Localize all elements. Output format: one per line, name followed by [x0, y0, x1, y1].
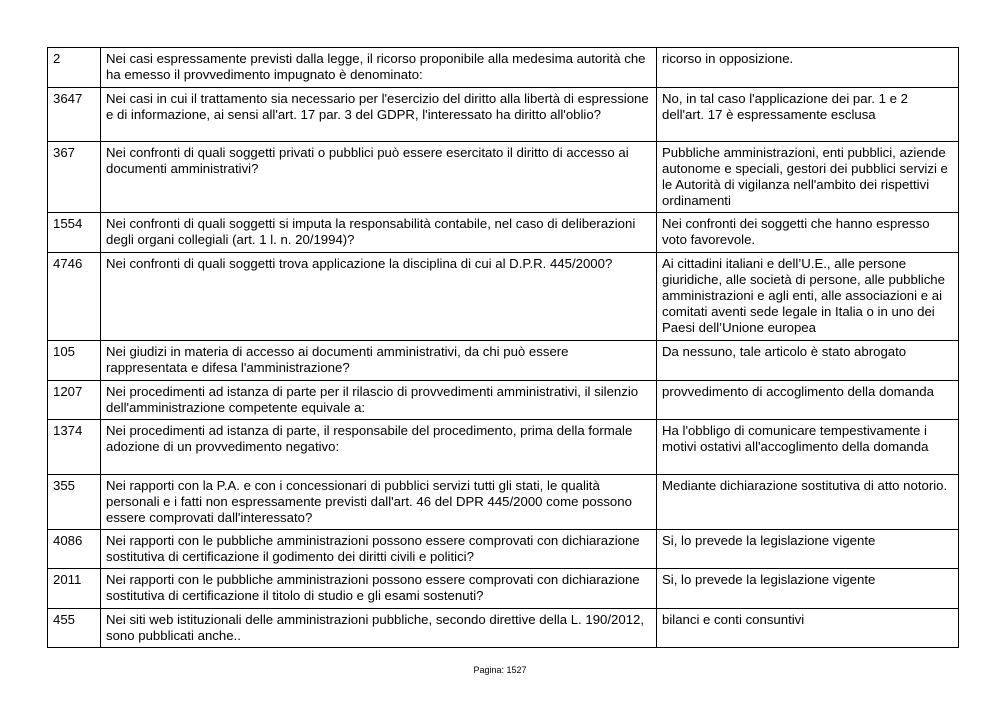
row-question: Nei giudizi in materia di accesso ai documenti amministrativi, da chi può essere rappresentata e difesa l'amministrazione? [101, 341, 657, 381]
row-question: Nei casi in cui il trattamento sia necessario per l'esercizio del diritto alla libertà di espressione e di informazione, ai sensi all'art. 17 par. 3 del GDPR, l'interessato ha diritto all'oblio? [101, 88, 657, 142]
table-row [48, 341, 959, 381]
row-id: 455 [48, 609, 101, 648]
table-row [48, 381, 959, 420]
row-id: 4746 [48, 253, 101, 341]
row-id: 1554 [48, 213, 101, 253]
row-id: 1207 [48, 381, 101, 420]
row-answer: Ha l'obbligo di comunicare tempestivamente i motivi ostativi all'accoglimento della domanda [657, 420, 959, 475]
row-id: 3647 [48, 88, 101, 142]
table-row [48, 88, 959, 142]
row-answer: Da nessuno, tale articolo è stato abrogato [657, 341, 959, 381]
table-row [48, 569, 959, 609]
row-id: 355 [48, 475, 101, 530]
table-row [48, 530, 959, 569]
row-question: Nei confronti di quali soggetti trova applicazione la disciplina di cui al D.P.R. 445/2000? [101, 253, 657, 341]
row-answer: bilanci e conti consuntivi [657, 609, 959, 648]
row-question: Nei casi espressamente previsti dalla legge, il ricorso proponibile alla medesima autorità che ha emesso il provvedimento impugnato è denominato: [101, 48, 657, 88]
row-question: Nei rapporti con le pubbliche amministrazioni possono essere comprovati con dichiarazione sostitutiva di certificazione il titolo di studio e gli esami sostenuti? [101, 569, 657, 609]
table-row [48, 475, 959, 530]
questions-table [47, 47, 959, 648]
row-id: 367 [48, 142, 101, 213]
table-row [48, 142, 959, 213]
row-question: Nei rapporti con le pubbliche amministrazioni possono essere comprovati con dichiarazione sostitutiva di certificazione il godimento dei diritti civili e politici? [101, 530, 657, 569]
row-answer: Pubbliche amministrazioni, enti pubblici, aziende autonome e speciali, gestori dei pubblici servizi e le Autorità di vigilanza nell'ambito dei rispettivi ordinamenti [657, 142, 959, 213]
row-id: 2 [48, 48, 101, 88]
row-id: 4086 [48, 530, 101, 569]
row-answer: Si, lo prevede la legislazione vigente [657, 530, 959, 569]
row-answer: provvedimento di accoglimento della domanda [657, 381, 959, 420]
row-answer: No, in tal caso l'applicazione dei par. 1 e 2 dell'art. 17 è espressamente esclusa [657, 88, 959, 142]
page-number: Pagina: 1527 [473, 665, 527, 675]
row-question: Nei confronti di quali soggetti si imputa la responsabilità contabile, nel caso di deliberazioni degli organi collegiali (art. 1 l. n. 20/1994)? [101, 213, 657, 253]
row-question: Nei siti web istituzionali delle amministrazioni pubbliche, secondo direttive della L. 190/2012, sono pubblicati anche.. [101, 609, 657, 648]
row-id: 1374 [48, 420, 101, 475]
table-row [48, 48, 959, 88]
row-answer: Nei confronti dei soggetti che hanno espresso voto favorevole. [657, 213, 959, 253]
row-id: 2011 [48, 569, 101, 609]
row-question: Nei rapporti con la P.A. e con i concessionari di pubblici servizi tutti gli stati, le qualità personali e i fatti non espressamente previsti dall'art. 46 del DPR 445/2000 come possono essere comprovati dall'interessato? [101, 475, 657, 530]
row-question: Nei procedimenti ad istanza di parte, il responsabile del procedimento, prima della formale adozione di un provvedimento negativo: [101, 420, 657, 475]
row-question: Nei confronti di quali soggetti privati o pubblici può essere esercitato il diritto di accesso ai documenti amministrativi? [101, 142, 657, 213]
table-row [48, 609, 959, 648]
row-answer: Ai cittadini italiani e dell’U.E., alle persone giuridiche, alle società di persone, alle pubbliche amministrazioni e agli enti, alle associazioni e ai comitati aventi sede legale in Italia o in uno dei Paesi dell’Unione europea [657, 253, 959, 341]
table-row [48, 253, 959, 341]
row-answer: ricorso in opposizione. [657, 48, 959, 88]
row-answer: Mediante dichiarazione sostitutiva di atto notorio. [657, 475, 959, 530]
questions-table-body [48, 48, 959, 648]
table-row [48, 420, 959, 475]
table-row [48, 213, 959, 253]
row-question: Nei procedimenti ad istanza di parte per il rilascio di provvedimenti amministrativi, il silenzio dell'amministrazione competente equivale a: [101, 381, 657, 420]
row-answer: Si, lo prevede la legislazione vigente [657, 569, 959, 609]
row-id: 105 [48, 341, 101, 381]
